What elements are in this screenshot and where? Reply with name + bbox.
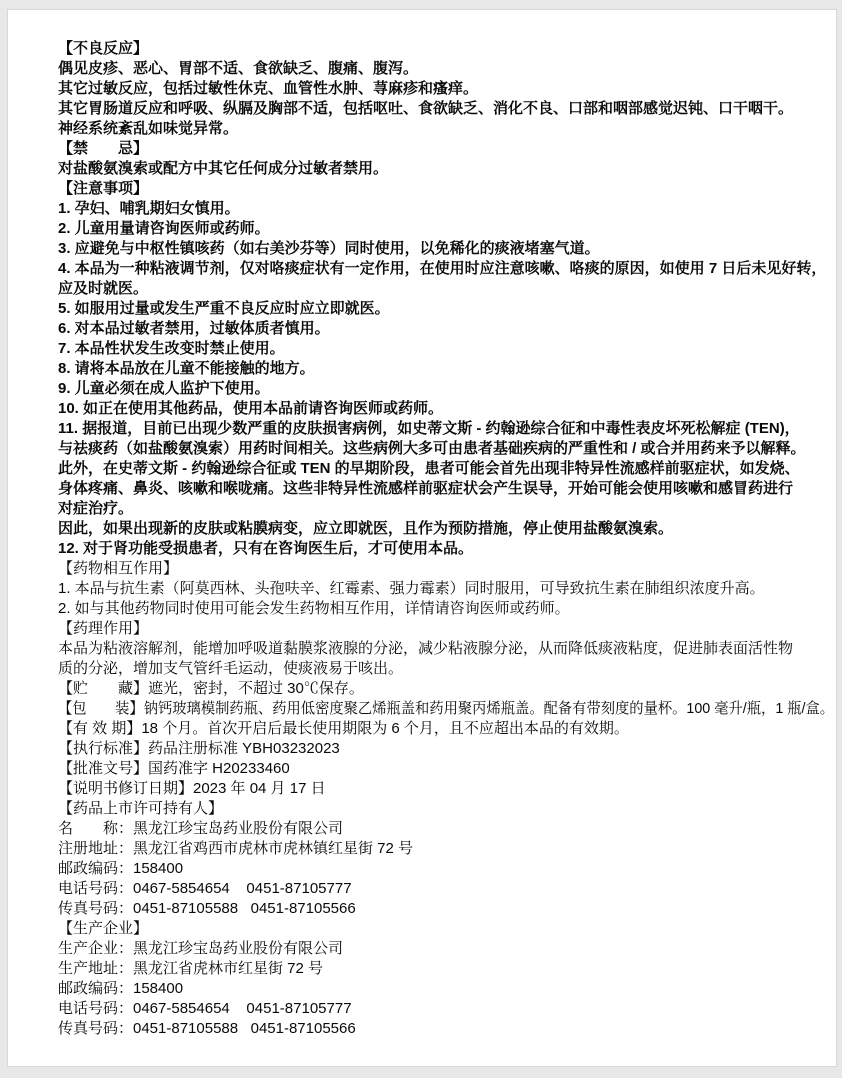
text-line: 本品为粘液溶解剂，能增加呼吸道黏膜浆液腺的分泌，减少粘液腺分泌，从而降低痰液粘度，促进肺表面活性物 xyxy=(58,640,794,657)
text-line: 因此，如果出现新的皮肤或粘膜病变，应立即就医，且作为预防措施，停止使用盐酸氨溴索。 xyxy=(58,520,674,537)
text-line: 邮政编码：158400 xyxy=(58,980,184,997)
text-line: 对症治疗。 xyxy=(58,500,134,517)
section-storage-packaging-approval xyxy=(58,679,834,799)
text-line: 10. 如正在使用其他药品，使用本品前请咨询医师或药师。 xyxy=(58,400,444,417)
text-line: 11. 据报道，目前已出现少数严重的皮肤损害病例，如史蒂文斯 - 约翰逊综合征和中毒性表皮坏死松解症 (TEN)， xyxy=(58,420,800,437)
text-line: 电话号码：0467-5854654 0451-87105777 xyxy=(58,880,352,897)
text-line: 其它过敏反应，包括过敏性休克、血管性水肿、荨麻疹和瘙痒。 xyxy=(58,80,479,97)
text-line: 9. 儿童必须在成人监护下使用。 xyxy=(58,380,270,397)
text-line: 7. 本品性状发生改变时禁止使用。 xyxy=(58,340,285,357)
text-line: 传真号码：0451-87105588 0451-87105566 xyxy=(58,900,356,917)
text-line: 此外，在史蒂文斯 - 约翰逊综合征或 TEN 的早期阶段，患者可能会首先出现非特异性流感样前驱症状，如发烧、 xyxy=(58,460,800,477)
document-body xyxy=(58,39,834,1039)
text-line: 邮政编码：158400 xyxy=(58,860,184,877)
text-line: 其它胃肠道反应和呼吸、纵膈及胸部不适，包括呕吐、食欲缺乏、消化不良、口部和咽部感觉迟钝、口干咽干。 xyxy=(58,100,794,117)
text-line: 3. 应避免与中枢性镇咳药（如右美沙芬等）同时使用，以免稀化的痰液堵塞气道。 xyxy=(58,240,600,257)
text-line: 4. 本品为一种粘液调节剂，仅对咯痰症状有一定作用，在使用时应注意咳嗽、咯痰的原因，如使用 7 日后未见好转， xyxy=(58,260,827,277)
text-line: 注册地址：黑龙江省鸡西市虎林市虎林镇红星街 72 号 xyxy=(58,840,414,857)
text-line: 【执行标准】药品注册标准 YBH03232023 xyxy=(58,740,340,757)
text-line: 电话号码：0467-5854654 0451-87105777 xyxy=(58,1000,352,1017)
text-line: 5. 如服用过量或发生严重不良反应时应立即就医。 xyxy=(58,300,390,317)
text-line: 身体疼痛、鼻炎、咳嗽和喉咙痛。这些非特异性流感样前驱症状会产生误导，开始可能会使用咳嗽和感冒药进行 xyxy=(58,480,794,497)
section-precautions xyxy=(58,179,834,559)
text-line: 生产地址：黑龙江省虎林市红星街 72 号 xyxy=(58,960,324,977)
text-line: 名 称：黑龙江珍宝岛药业股份有限公司 xyxy=(58,820,344,837)
text-line: 【注意事项】 xyxy=(58,180,149,197)
text-line: 【禁 忌】 xyxy=(58,140,149,157)
text-line: 6. 对本品过敏者禁用，过敏体质者慎用。 xyxy=(58,320,330,337)
text-line: 【药理作用】 xyxy=(58,620,149,637)
section-adverse-reactions xyxy=(58,39,834,139)
text-line: 对盐酸氨溴索或配方中其它任何成分过敏者禁用。 xyxy=(58,160,389,177)
text-line: 【包 装】钠钙玻璃模制药瓶、药用低密度聚乙烯瓶盖和药用聚丙烯瓶盖。配备有带刻度的量杯。100 毫升/瓶，1 瓶/盒。 xyxy=(58,700,835,717)
text-line: 偶见皮疹、恶心、胃部不适、食欲缺乏、腹痛、腹泻。 xyxy=(58,60,419,77)
text-line: 【批准文号】国药准字 H20233460 xyxy=(58,760,290,777)
text-line: 【贮 藏】遮光，密封，不超过 30℃保存。 xyxy=(58,680,364,697)
leaflet-page xyxy=(8,10,836,1066)
text-line: 【说明书修订日期】2023 年 04 月 17 日 xyxy=(58,780,326,797)
text-line: 应及时就医。 xyxy=(58,280,149,297)
section-pharmacology xyxy=(58,619,834,679)
text-line: 传真号码：0451-87105588 0451-87105566 xyxy=(58,1020,356,1037)
text-line: 【不良反应】 xyxy=(58,40,149,57)
text-line: 2. 如与其他药物同时使用可能会发生药物相互作用，详情请咨询医师或药师。 xyxy=(58,600,570,617)
text-line: 神经系统紊乱如味觉异常。 xyxy=(58,120,239,137)
text-line: 1. 孕妇、哺乳期妇女慎用。 xyxy=(58,200,240,217)
text-line: 生产企业：黑龙江珍宝岛药业股份有限公司 xyxy=(58,940,344,957)
text-line: 1. 本品与抗生素（阿莫西林、头孢呋辛、红霉素、强力霉素）同时服用，可导致抗生素在肺组织浓度升高。 xyxy=(58,580,765,597)
text-line: 【药品上市许可持有人】 xyxy=(58,800,224,817)
text-line: 12. 对于肾功能受损患者，只有在咨询医生后，才可使用本品。 xyxy=(58,540,474,557)
text-line: 2. 儿童用量请咨询医师或药师。 xyxy=(58,220,270,237)
section-drug-interactions xyxy=(58,559,834,619)
text-line: 质的分泌，增加支气管纤毛运动，使痰液易于咳出。 xyxy=(58,660,404,677)
text-line: 8. 请将本品放在儿童不能接触的地方。 xyxy=(58,360,315,377)
text-line: 【生产企业】 xyxy=(58,920,149,937)
section-manufacturer xyxy=(58,919,834,1039)
text-line: 与祛痰药（如盐酸氨溴索）用药时间相关。这些病例大多可由患者基础疾病的严重性和 / 或合并用药来予以解释。 xyxy=(58,440,806,457)
text-line: 【有 效 期】18 个月。首次开启后最长使用期限为 6 个月，且不应超出本品的有效期。 xyxy=(58,720,629,737)
text-line: 【药物相互作用】 xyxy=(58,560,179,577)
section-contraindications xyxy=(58,139,834,179)
section-marketing-authorization-holder xyxy=(58,799,834,919)
